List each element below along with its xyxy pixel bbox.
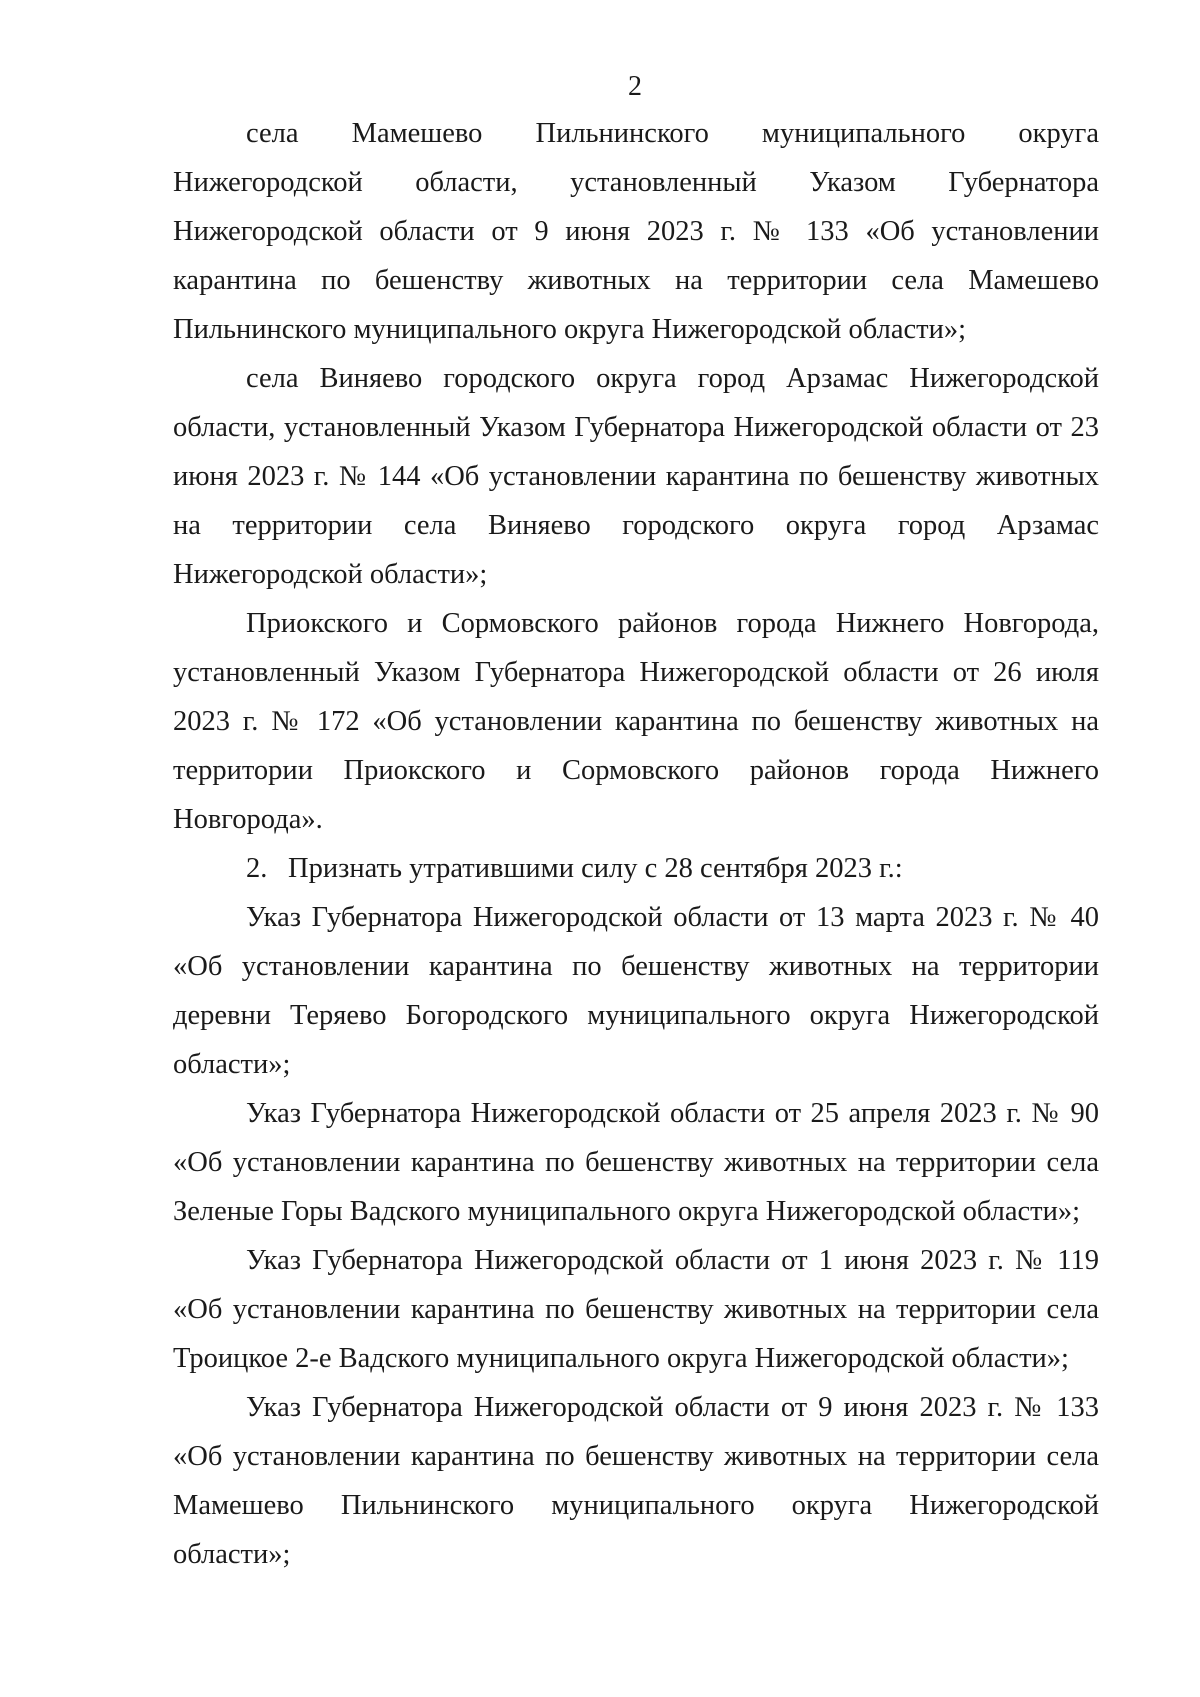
- paragraph-mameshevo: села Мамешево Пильнинского муниципального округа Нижегородской области, установленный Указом Губернатора Нижегородской области от 9 июня 2023 г. № 133 «Об установлении карантина по бешенству животных на территории села Мамешево Пильнинского муниципального округа Нижегородской области»;: [173, 118, 1099, 345]
- item-2-text: Признать утратившими силу с 28 сентября 2023 г.:: [288, 853, 903, 884]
- repealed-decree-90: Указ Губернатора Нижегородской области от 25 апреля 2023 г. № 90 «Об установлении карантина по бешенству животных на территории села Зеленые Горы Вадского муниципального округа Нижегородской области»;: [173, 1098, 1099, 1227]
- page-number: 2: [628, 71, 642, 102]
- document-body: [173, 109, 1099, 1579]
- repealed-decree-119: Указ Губернатора Нижегородской области от 1 июня 2023 г. № 119 «Об установлении карантина по бешенству животных на территории села Троицкое 2-е Вадского муниципального округа Нижегородской области»;: [173, 1245, 1099, 1374]
- paragraph-priokskiy-sormovskiy: Приокского и Сормовского районов города Нижнего Новгорода, установленный Указом Губернатора Нижегородской области от 26 июля 2023 г. № 172 «Об установлении карантина по бешенству животных на территории Приокского и Сормовского районов города Нижнего Новгорода».: [173, 608, 1099, 835]
- paragraph-vinyaevo: села Виняево городского округа город Арзамас Нижегородской области, установленный Указом Губернатора Нижегородской области от 23 июня 2023 г. № 144 «Об установлении карантина по бешенству животных на территории села Виняево городского округа город Арзамас Нижегородской области»;: [173, 363, 1099, 590]
- item-2: [173, 844, 1099, 893]
- repealed-decree-133: Указ Губернатора Нижегородской области от 9 июня 2023 г. № 133 «Об установлении карантина по бешенству животных на территории села Мамешево Пильнинского муниципального округа Нижегородской области»;: [173, 1392, 1099, 1570]
- repealed-decree-40: Указ Губернатора Нижегородской области от 13 марта 2023 г. № 40 «Об установлении карантина по бешенству животных на территории деревни Теряево Богородского муниципального округа Нижегородской области»;: [173, 902, 1099, 1080]
- item-2-number: 2.: [246, 853, 268, 884]
